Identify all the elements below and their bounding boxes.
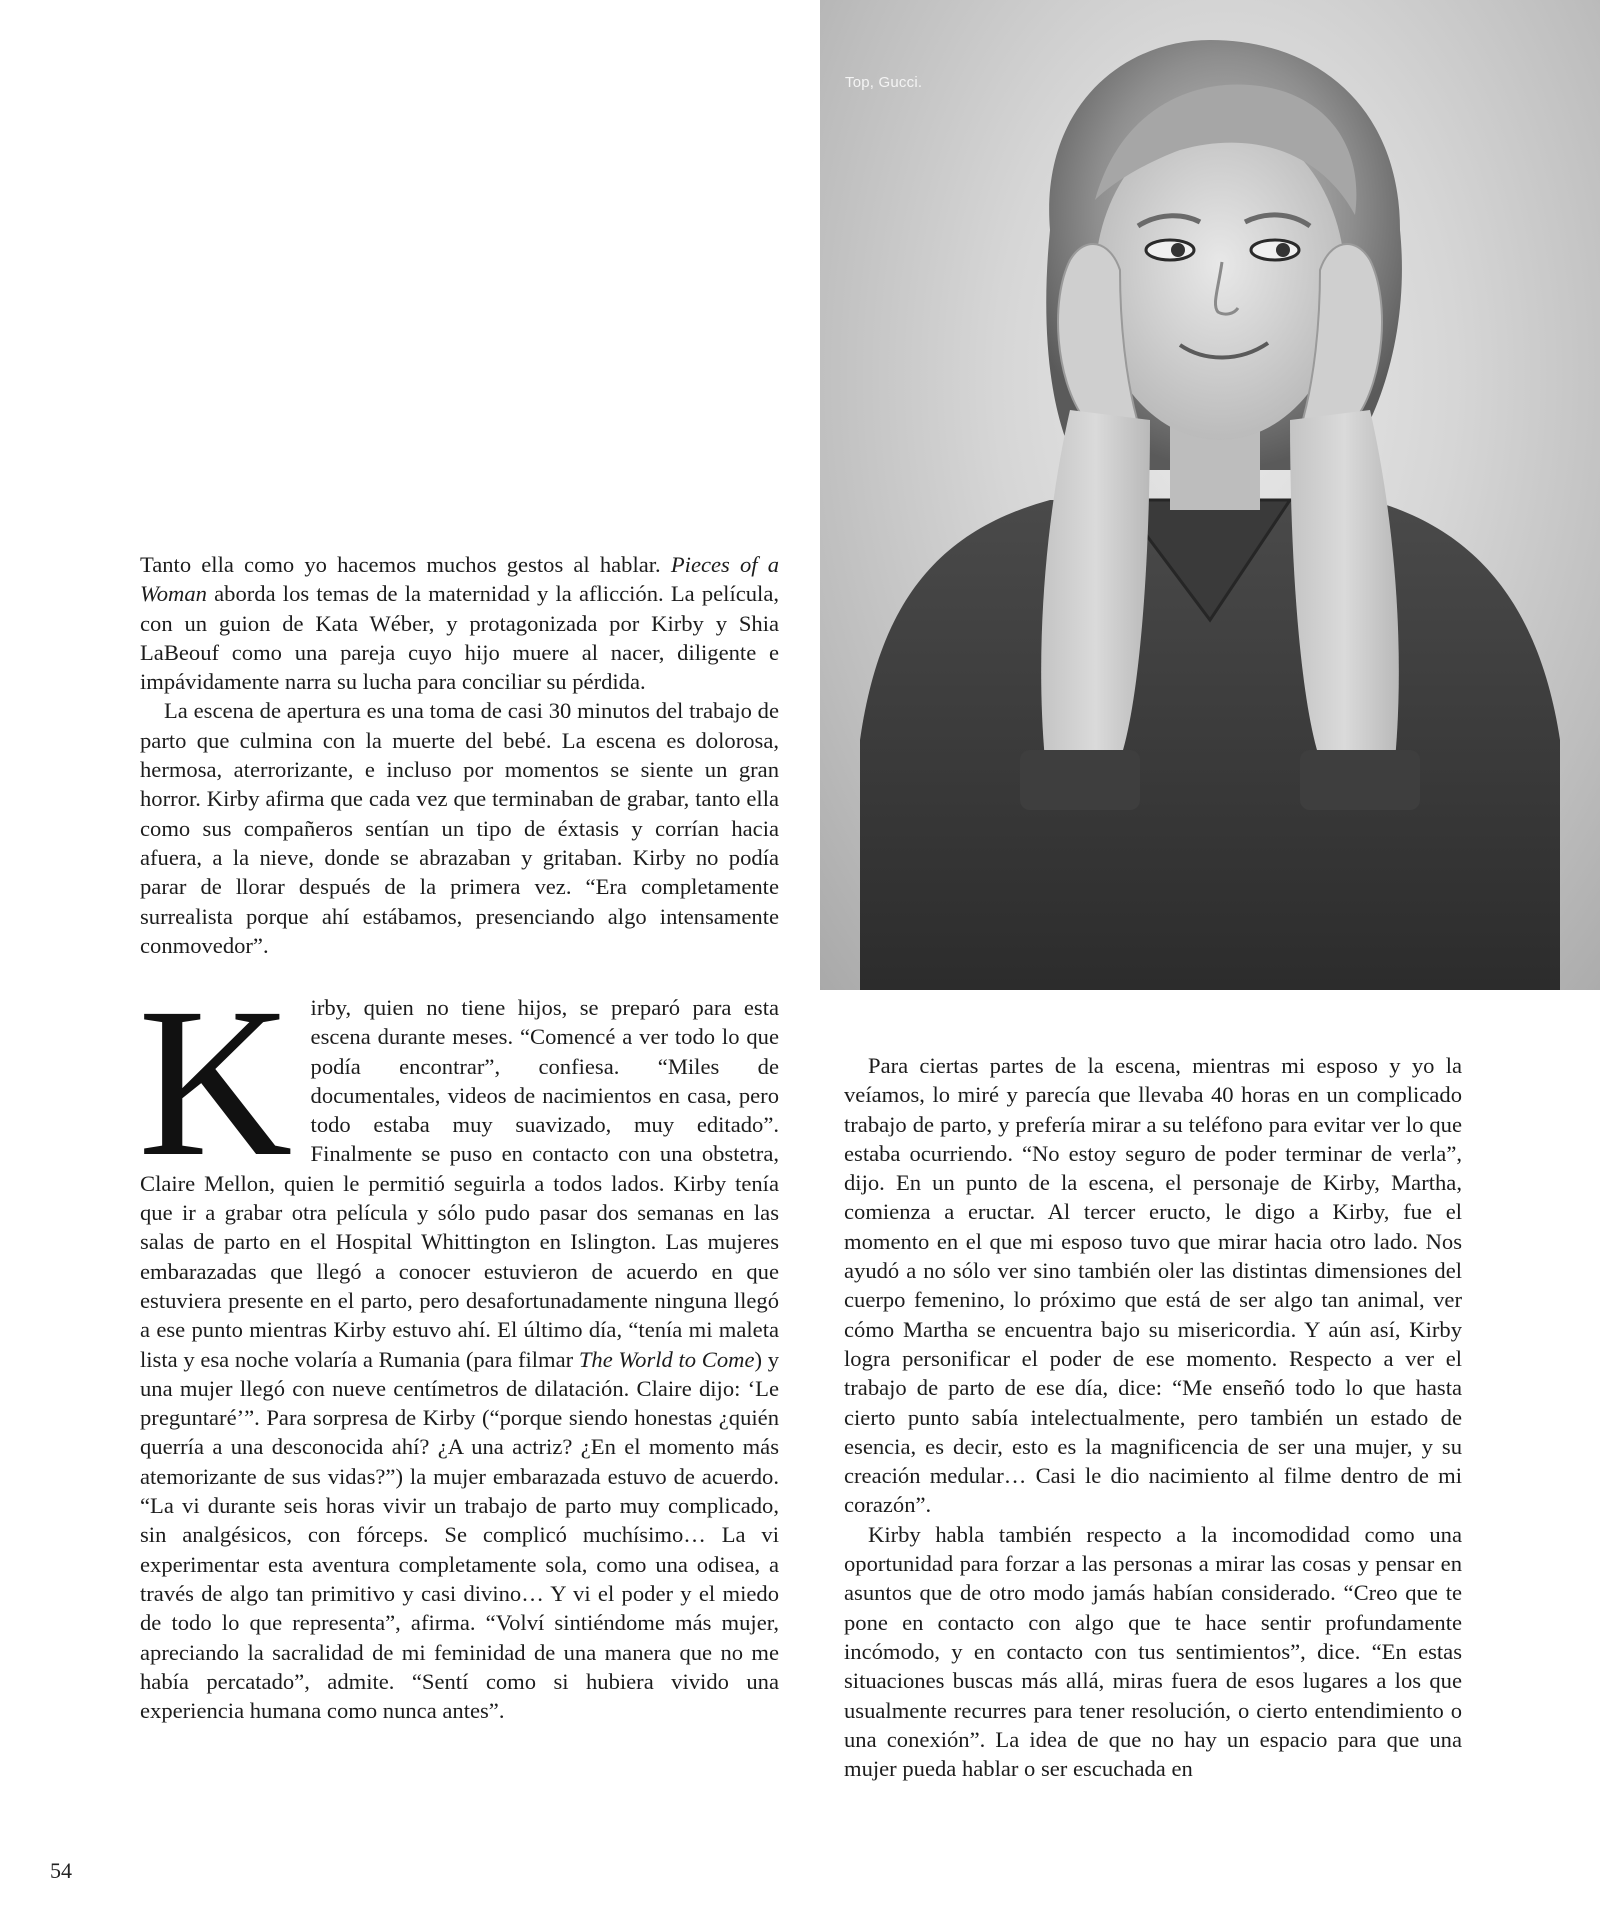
film-title-the-world-to-come: The World to Come	[578, 1346, 755, 1372]
paragraph-preparation	[138, 964, 779, 1725]
paragraph-intro	[140, 550, 779, 696]
intro-text: Tanto ella como yo hacemos muchos gestos al hablar.	[140, 552, 671, 577]
preparation-text-continued: ) y una mujer llegó con nueve centímetros de dilatación. Claire dijo: ‘Le preguntaré’”. Para sorpresa de Kirby (“porque siendo honestas ¿quién querría a una desconocida ahí? ¿A una actriz? ¿En el momento más atemorizante de sus vidas?”) la mujer embarazada estuvo de acuerdo. “La vi durante seis horas vivir un trabajo de parto muy complicado, sin analgésicos, con fórceps. Se complicó muchísimo… La vi experimentar esta aventura completamente sola, como una odisea, a través de algo tan primitivo y casi divino… Y vi el poder y el miedo de todo lo que representa”, afirma. “Volví sintiéndome más mujer, apreciando la sacralidad de mi feminidad de una manera que no me había percatado”, admite. “Sentí como si hubiera vivido una experiencia humana como nunca antes”.	[140, 1346, 779, 1724]
paragraph-opening-scene: La escena de apertura es una toma de casi 30 minutos del trabajo de parto que culmina con la muerte del bebé. La escena es dolorosa, hermosa, aterrorizante, e incluso por momentos se siente un gran horror. Kirby afirma que cada vez que terminaban de grabar, tanto ella como sus compañeros sentían un tipo de éxtasis y corrían hacia afuera, a la nieve, donde se abrazaban y gritaban. Kirby no podía parar de llorar después de la primera vez. “Era completamente surrealista porque ahí estábamos, presenciando algo intensamente conmovedor”.	[140, 698, 779, 958]
drop-cap: K	[138, 964, 293, 1201]
portrait-photo	[820, 0, 1600, 990]
left-column-top	[140, 550, 779, 960]
right-column	[844, 1051, 1462, 1783]
intro-text-continued: aborda los temas de la maternidad y la aflicción. La película, con un guion de Kata Wéber, y protagonizada por Kirby y Shia LaBeouf como una pareja cuyo hijo muere al nacer, diligente e impávidamente narra su lucha para conciliar su pérdida.	[140, 581, 779, 695]
preparation-text: irby, quien no tiene hijos, se preparó para esta escena durante meses. “Comencé a ver todo lo que podía encontrar”, confiesa. “Miles de documentales, videos de nacimientos en casa, pero todo estaba muy suavizado, muy editado”. Finalmente se puso en contacto con una obstetra, Claire Mellon, quien le permitió seguirla a todos lados. Kirby tenía que ir a grabar otra película y sólo pudo pasar dos semanas en las salas de parto en el Hospital Whittington en Islington. Las mujeres embarazadas que llegó a conocer estuvieron de acuerdo en que estuviera presente en el parto, pero desafortunadamente ninguna llegó a ese punto mientras Kirby estuvo ahí. El último día, “tenía mi maleta lista y esa noche volaría a Rumania (para filmar	[140, 995, 779, 1372]
paragraph-discomfort: Kirby habla también respecto a la incomodidad como una oportunidad para forzar a las personas a mirar las cosas y pensar en asuntos que de otro modo jamás habían considerado. “Creo que te pone en contacto con algo que te hace sentir profundamente incómodo, y en contacto con tus sentimientos”, dice. “En estas situaciones buscas más allá, miras fuera de esos lugares a los que usualmente recurres para tener resolución, o cierto entendimiento o una conexión”. La idea de que no hay un espacio para que una mujer pueda hablar o ser escuchada en	[844, 1521, 1462, 1782]
portrait-illustration	[820, 0, 1600, 990]
page-number: 54	[50, 1858, 72, 1883]
film-title-pieces-of-a-woman: Pieces of a Woman	[140, 552, 779, 607]
left-column-bottom	[138, 964, 779, 1725]
photo-caption: Top, Gucci.	[845, 74, 923, 91]
paragraph-watching-scene: Para ciertas partes de la escena, mientras mi esposo y yo la veíamos, lo miré y parecía que llevaba 40 horas en un complicado trabajo de parto, y prefería mirar a su teléfono para evitar ver lo que estaba ocurriendo. “No estoy seguro de poder terminar de verla”, dijo. En un punto de la escena, el personaje de Kirby, Martha, comienza a eructar. Al tercer eructo, le digo a Kirby, fue el momento en el que mi esposo tuvo que mirar hacia otro lado. Nos ayudó a no sólo ver sino también oler las distintas dimensiones del cuerpo femenino, lo próximo que está de ser algo tan animal, ver cómo Martha se encuentra bajo su misericordia. Y aún así, Kirby logra personificar el poder de ese momento. Respecto a ver el trabajo de parto de ese día, dice: “Me enseñó todo lo que hasta cierto punto sabía intelectualmente, pero también un estado de esencia, es decir, esto es la magnificencia de ser una mujer, y su creación medular… Casi le dio nacimiento al filme dentro de mi corazón”.	[844, 1053, 1462, 1518]
